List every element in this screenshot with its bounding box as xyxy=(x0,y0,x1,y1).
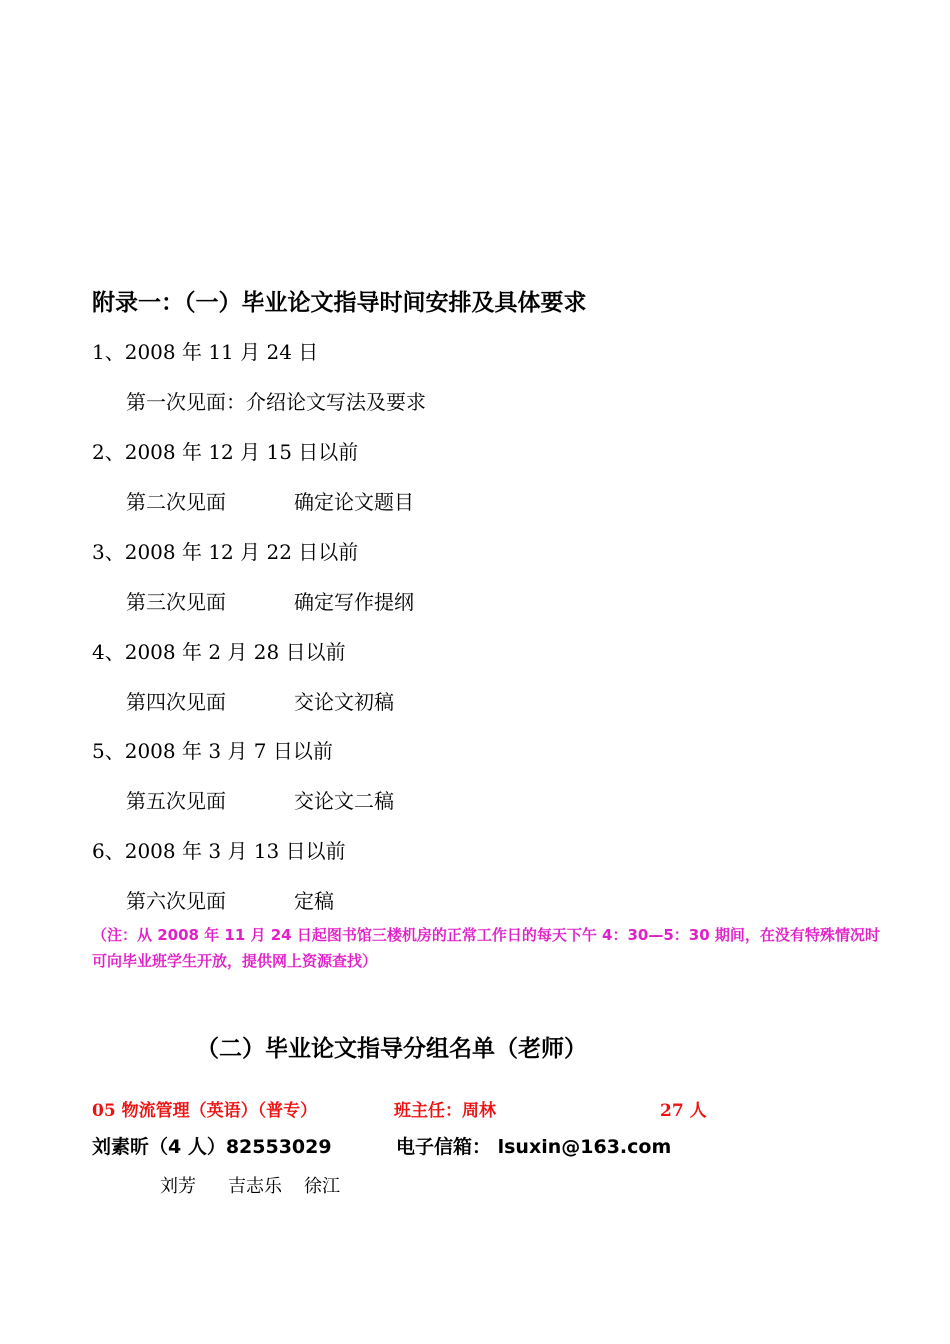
meeting-task: 交论文二稿 xyxy=(294,789,394,813)
teacher-info: 刘素昕（4 人）82553029 xyxy=(92,1136,332,1158)
student-name: 吉志乐 xyxy=(228,1176,282,1197)
meeting-label: 第五次见面 xyxy=(126,789,226,813)
appendix-title: 附录一：（一）毕业论文指导时间安排及具体要求 xyxy=(92,290,587,316)
head-teacher: 班主任：周林 xyxy=(394,1101,496,1121)
schedule-meeting-3 xyxy=(126,586,414,615)
student-count: 27 人 xyxy=(660,1101,707,1121)
schedule-date-4: 4、2008 年 2 月 28 日以前 xyxy=(92,640,346,664)
meeting-task: 交论文初稿 xyxy=(294,690,394,714)
meeting-label: 第三次见面 xyxy=(126,590,226,614)
schedule-meeting-1 xyxy=(126,386,426,415)
meeting-label: 第二次见面 xyxy=(126,490,226,514)
schedule-date-5: 5、2008 年 3 月 7 日以前 xyxy=(92,739,333,763)
schedule-date-1: 1、2008 年 11 月 24 日 xyxy=(92,340,319,364)
schedule-date-2: 2、2008 年 12 月 15 日以前 xyxy=(92,440,359,464)
schedule-meeting-6 xyxy=(126,885,334,914)
schedule-date-6: 6、2008 年 3 月 13 日以前 xyxy=(92,839,346,863)
meeting-task: 确定写作提纲 xyxy=(294,590,414,614)
meeting-label: 第四次见面 xyxy=(126,690,226,714)
schedule-meeting-2 xyxy=(126,486,414,515)
meeting-task: 确定论文题目 xyxy=(294,490,414,514)
library-note: （注：从 2008 年 11 月 24 日起图书馆三楼机房的正常工作日的每天下午 4：30—5：30 期间，在没有特殊情况时可向毕业班学生开放，提供网上资源查找） xyxy=(92,926,880,970)
meeting-task: 定稿 xyxy=(294,889,334,913)
schedule-date-3: 3、2008 年 12 月 22 日以前 xyxy=(92,540,359,564)
teacher-email: 电子信箱： lsuxin@163.com xyxy=(396,1136,672,1158)
groups-title: （二）毕业论文指导分组名单（老师） xyxy=(196,1036,587,1062)
schedule-meeting-5 xyxy=(126,785,394,814)
schedule-meeting-4 xyxy=(126,686,394,715)
meeting-label: 第六次见面 xyxy=(126,889,226,913)
student-name: 刘芳 xyxy=(160,1176,196,1197)
student-name: 徐江 xyxy=(304,1176,340,1197)
meeting-label: 第一次见面：介绍论文写法及要求 xyxy=(126,390,426,414)
class-name: 05 物流管理（英语）（普专） xyxy=(92,1101,318,1121)
